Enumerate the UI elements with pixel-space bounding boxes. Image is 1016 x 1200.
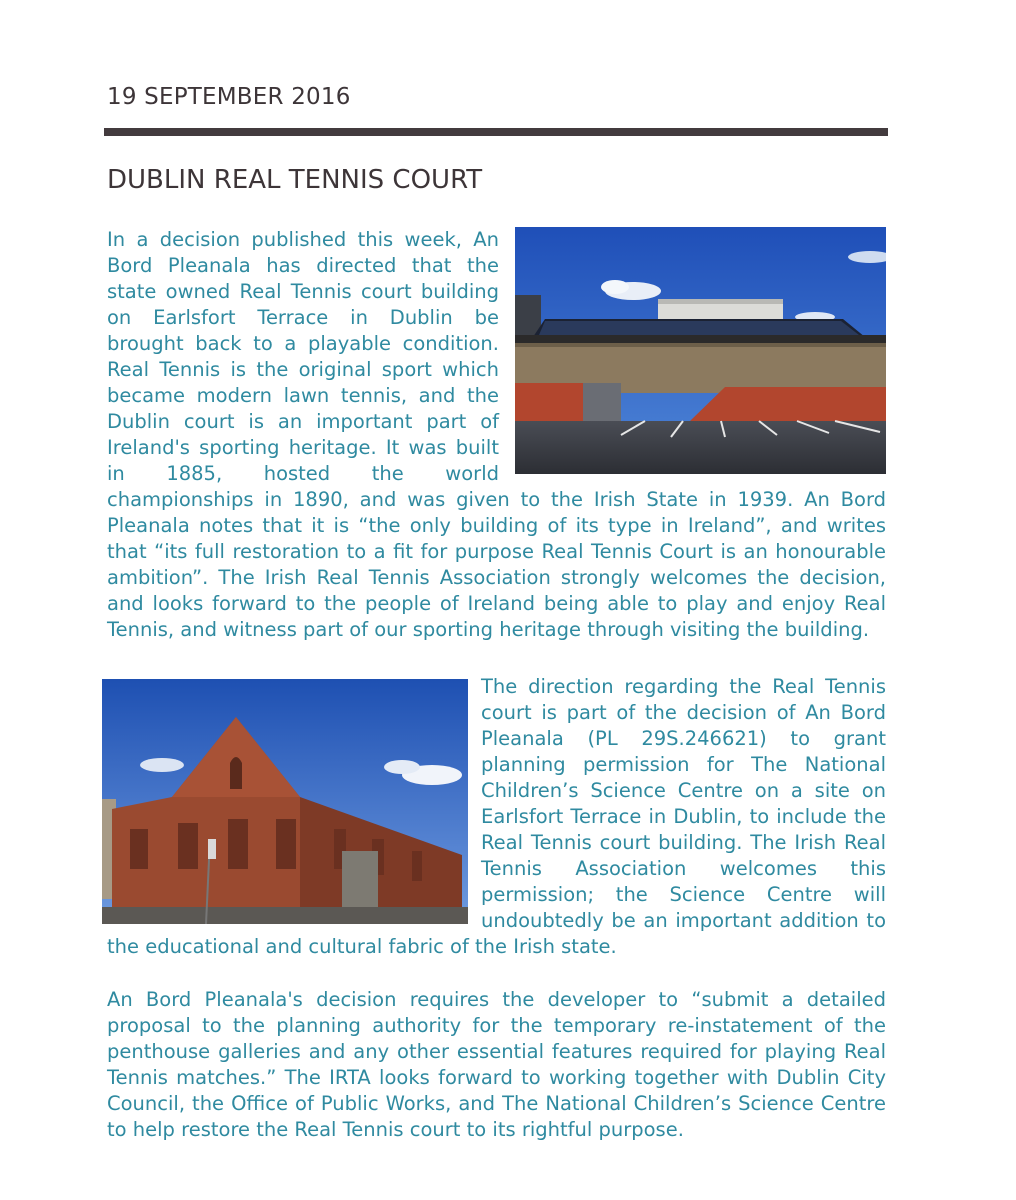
header-divider	[104, 128, 888, 136]
article-paragraph: An Bord Pleanala's decision requires the developer to “submit a detailed proposal to the planning authority for the temporary re-instatement of the penthouse galleries and any other essential features required for playing Real Tennis matches.” The IRTA looks forward to working together with Dublin City Council, the Office of Public Works, and The National Children’s Science Centre to help restore the Real Tennis court to its rightful purpose.	[107, 988, 886, 1141]
article-date: 19 SEPTEMBER 2016	[107, 84, 351, 110]
article-paragraph: The direction regarding the Real Tennis court is part of the decision of An Bord Pleanala (PL 29S.246621) to grant planning permission for The National Children’s Science Centre on a site on Earlsfort Terrace in Dublin, to include the Real Tennis court building. The Irish Real Tennis Association welcomes this permission; the Science Centre will undoubtedly be an important addition to the educational and cultural fabric of the Irish state.	[107, 675, 886, 958]
article-section-1	[107, 227, 886, 643]
court-wall-photo	[515, 227, 886, 474]
article-paragraph: In a decision published this week, An Bord Pleanala has directed that the state owned Real Tennis court building on Earlsfort Terrace in Dublin be brought back to a playable condition. Real Tennis is the original sport which became modern lawn tennis, and the Dublin court is an important part of Ireland's sporting heritage. It was built in 1885, hosted the world championships in 1890, and was given to the Irish State in 1939. An Bord Pleanala notes that it is “the only building of its type in Ireland”, and writes that “its full restoration to a fit for purpose Real Tennis Court is an honourable ambition”. The Irish Real Tennis Association strongly welcomes the decision, and looks forward to the people of Ireland being able to play and enjoy Real Tennis, and witness part of our sporting heritage through visiting the building.	[107, 228, 886, 641]
article-section-3	[107, 987, 886, 1143]
court-building-photo	[102, 679, 468, 924]
article-section-2	[107, 674, 886, 960]
article-title: DUBLIN REAL TENNIS COURT	[107, 165, 483, 195]
